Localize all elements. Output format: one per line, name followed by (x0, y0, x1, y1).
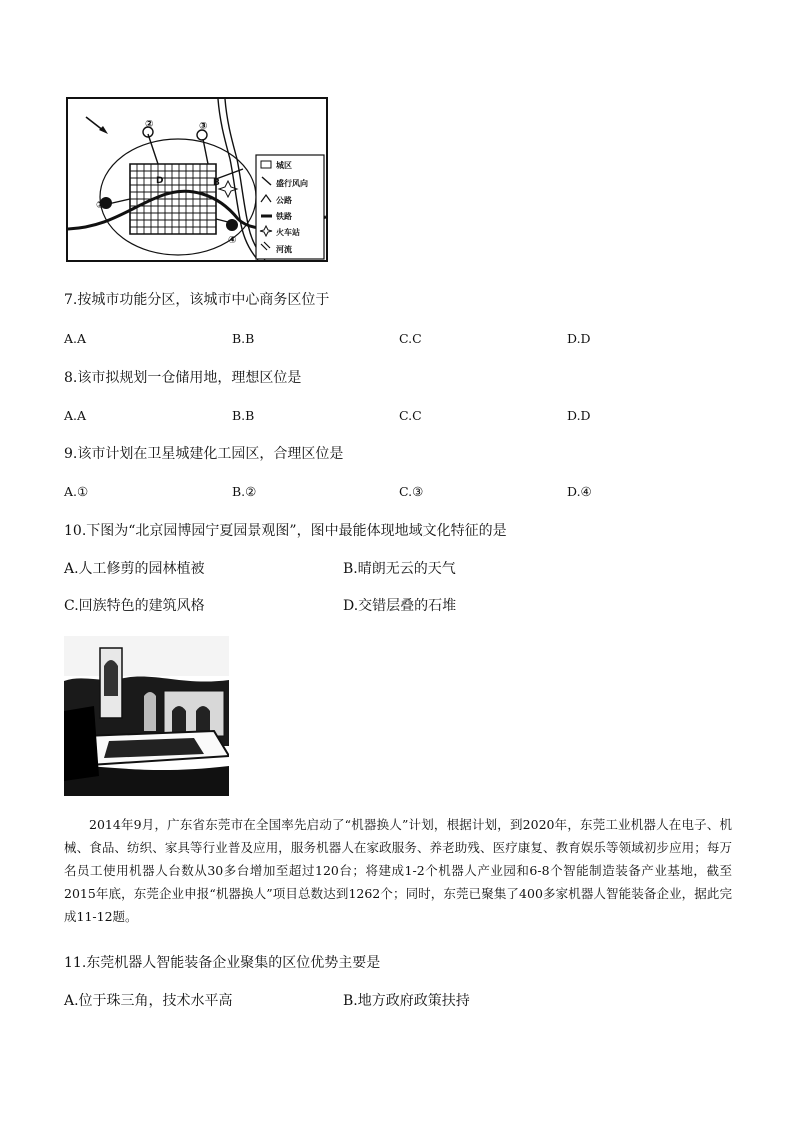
city-grid (130, 164, 216, 234)
q10-option-d[interactable]: D.交错层叠的石堆 (343, 598, 457, 614)
label-circle-2: ② (145, 119, 154, 130)
legend-wind: 盛行风向 (276, 179, 308, 188)
q8-option-a[interactable]: A.A (64, 408, 87, 423)
passage-text: 2014年9月，广东省东莞市在全国率先启动了“机器换人”计划，根据计划，到2020年，东莞工业机器人在电子、机械、食品、纺织、家具等行业普及应用，服务机器人在家政服务、养老助残、医疗康复、教育娱乐等领域初步应用；每万名员工使用机器人台数从30多台增加至超过120台；将建成1-2个机器人产业园和6-8个智能制造装备产业基地，截至2015年底，东莞企业申报“机器换人”项目总数达到1262个；同时，东莞已聚集了400多家机器人智能装备企业，据此完成11-12题。 (64, 817, 732, 924)
city-map-svg (68, 99, 326, 260)
passage-dongguan (64, 813, 732, 928)
q9-stem: 9.该市计划在卫星城建化工园区，合理区位是 (64, 446, 344, 462)
ningxia-garden-photo (64, 636, 229, 796)
q8-option-b[interactable]: B.B (232, 408, 255, 423)
q8-option-c[interactable]: C.C (399, 408, 422, 423)
q9-option-a[interactable]: A.① (64, 484, 89, 499)
q7-option-c[interactable]: C.C (399, 331, 422, 346)
q7-option-a[interactable]: A.A (64, 331, 87, 346)
q11-option-b[interactable]: B.地方政府政策扶持 (343, 993, 470, 1009)
legend-river: 河流 (276, 245, 292, 254)
q8-stem: 8.该市拟规划一仓储用地，理想区位是 (64, 370, 302, 386)
q10-option-c[interactable]: C.回族特色的建筑风格 (64, 598, 205, 614)
q9-option-b[interactable]: B.② (232, 484, 257, 499)
q7-stem: 7.按城市功能分区，该城市中心商务区位于 (64, 292, 330, 308)
label-B: B (213, 178, 220, 188)
q10-option-b[interactable]: B.晴朗无云的天气 (343, 561, 456, 577)
q10-option-a[interactable]: A.人工修剪的园林植被 (64, 561, 205, 577)
q7-option-d[interactable]: D.D (567, 331, 591, 346)
label-circle-4: ④ (228, 235, 237, 246)
q7-option-b[interactable]: B.B (232, 331, 255, 346)
q11-option-a[interactable]: A.位于珠三角，技术水平高 (64, 993, 233, 1009)
satellite-town-4 (226, 219, 238, 231)
legend-railway: 铁路 (276, 212, 292, 221)
label-circle-1: ① (96, 200, 105, 211)
legend-station: 火车站 (276, 228, 300, 237)
q11-stem: 11.东莞机器人智能装备企业聚集的区位优势主要是 (64, 955, 381, 971)
legend-road: 公路 (276, 196, 292, 205)
label-D: D (156, 176, 164, 186)
city-map-figure (66, 97, 328, 262)
legend-city-area: 城区 (276, 161, 292, 170)
q8-option-d[interactable]: D.D (567, 408, 591, 423)
label-circle-3: ③ (199, 121, 208, 132)
q9-option-d[interactable]: D.④ (567, 484, 592, 499)
q10-stem: 10.下图为“北京园博园宁夏园景观图”，图中最能体现地域文化特征的是 (64, 523, 507, 539)
q9-option-c[interactable]: C.③ (399, 484, 424, 499)
